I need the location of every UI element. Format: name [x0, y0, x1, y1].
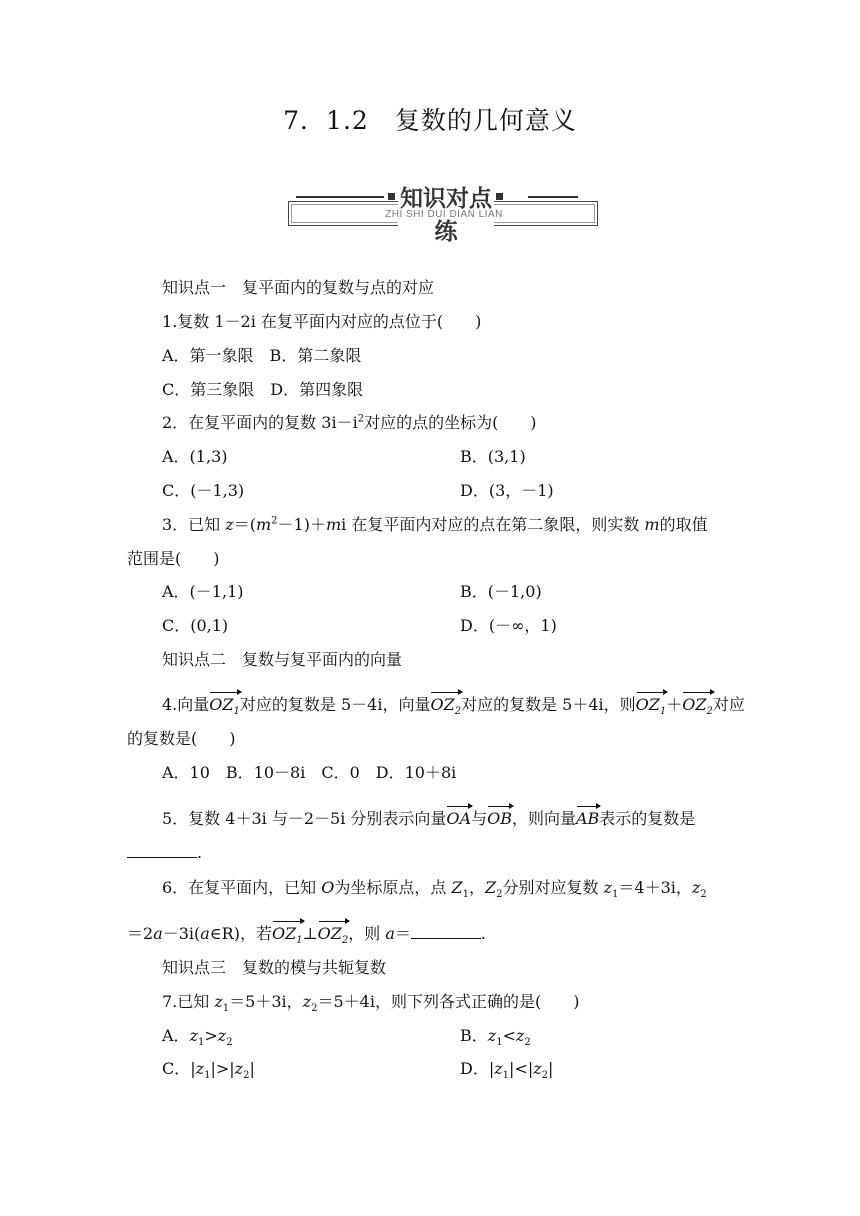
q3-text: －1)＋ — [277, 515, 326, 534]
vector-oa: OA — [446, 809, 472, 828]
section-heading-1: 知识点一 复平面内的复数与点的对应 — [162, 278, 435, 297]
subscript: 1 — [233, 706, 240, 718]
q3-text: i 在复平面内对应的点在第二象限，则实数 — [341, 515, 645, 534]
q7-text: | — [527, 1059, 534, 1078]
vector-oz1 — [209, 695, 240, 718]
q7-var-z: z — [214, 992, 223, 1011]
answer-blank[interactable] — [411, 924, 481, 939]
q4-options: A．10 B．10－8i C．0 D．10＋8i — [162, 763, 457, 782]
q4-text: 对应 — [712, 695, 745, 714]
q7-text: | — [509, 1059, 515, 1078]
q3-option-c: C．(0,1) — [162, 616, 229, 635]
q6-text: 分别对应复数 — [502, 878, 604, 897]
vector-label: OZ — [682, 695, 707, 714]
q7-text: > — [204, 1026, 218, 1045]
q6-text: ，则 — [348, 924, 386, 943]
q7-text: ＝5＋3i， — [229, 992, 303, 1011]
q5-text: ，则向量 — [511, 809, 576, 828]
q3-text: 3．已知 — [162, 515, 226, 534]
vector-ob: OB — [487, 809, 512, 828]
vector-oz2 — [317, 924, 349, 947]
subscript: 2 — [454, 706, 462, 718]
q7-var-z: z — [234, 1059, 244, 1078]
subscript: 1 — [462, 889, 469, 901]
option-letter: B． — [460, 1026, 488, 1045]
q3-option-a: A．(－1,1) — [162, 582, 244, 601]
subscript: 1 — [296, 935, 303, 947]
section-banner — [288, 179, 600, 245]
q3-option-b: B．(－1,0) — [460, 582, 542, 601]
q2-option-a: A．(1,3) — [162, 447, 228, 466]
banner-title: 知识对点练 — [398, 180, 494, 246]
subscript: 1 — [198, 1037, 205, 1049]
question-2-stem — [162, 413, 537, 433]
q7-var-z: z — [515, 1026, 525, 1045]
q6-var-a: a — [153, 924, 163, 943]
q6-text: . — [480, 924, 486, 943]
q7-text: < — [502, 1026, 516, 1045]
q6-text: 6．在复平面内，已知 — [162, 878, 322, 897]
vector-label: OZ — [317, 924, 342, 943]
q2-text-pre: 2．在复平面内的复数 3i－i — [162, 413, 358, 432]
subscript: 1 — [222, 1003, 230, 1015]
q6-var-o: O — [321, 878, 335, 897]
q6-text: ＝4＋3i， — [618, 878, 692, 897]
q6-var-a: a — [385, 924, 395, 943]
q2-option-b: B．(3,1) — [460, 447, 526, 466]
q5-text: 表示的复数是 — [599, 809, 696, 828]
q7-text: | — [488, 1059, 495, 1078]
q2-option-d: D．(3，－1) — [460, 481, 554, 500]
q2-option-c: C．(－1,3) — [162, 481, 245, 500]
q7-var-z: z — [302, 992, 312, 1011]
q6-text: －3i( — [162, 924, 201, 943]
q5-text: . — [197, 843, 203, 862]
subscript: 2 — [700, 889, 707, 901]
question-3-stem-line-2: 范围是( ) — [127, 549, 220, 568]
vector-oz1 — [635, 695, 667, 718]
q3-option-d: D．(－∞，1) — [460, 616, 557, 635]
answer-blank[interactable] — [127, 843, 197, 858]
subscript: 2 — [311, 1003, 318, 1015]
subscript: 1 — [496, 1037, 503, 1049]
banner-rule-right — [528, 196, 578, 198]
q7-option-c — [162, 1059, 255, 1082]
question-7-stem — [162, 992, 580, 1015]
vector-oz2 — [682, 695, 713, 718]
q6-var-z: z — [603, 878, 613, 897]
q3-var-m: m — [325, 515, 342, 534]
q5-answer-line — [127, 843, 202, 863]
q5-text: 与 — [471, 809, 488, 828]
q7-text: > — [215, 1059, 230, 1078]
question-4-stem-line-2: 的复数是( ) — [127, 729, 236, 748]
q4-text: 4.向量 — [162, 695, 210, 714]
subscript: 2 — [706, 706, 713, 718]
q3-var-m: m — [644, 515, 660, 534]
subscript: 1 — [659, 706, 667, 718]
q6-var-a: a — [200, 924, 210, 943]
subscript: 1 — [204, 1070, 211, 1082]
q7-text: | — [548, 1059, 554, 1078]
banner-square-left — [388, 193, 395, 200]
q6-text: ＝2 — [127, 924, 154, 943]
q7-text: 7.已知 — [162, 992, 215, 1011]
vector-label: OZ — [635, 695, 660, 714]
q4-text: ＋ — [666, 695, 683, 714]
q7-option-b — [460, 1026, 531, 1049]
option-letter: A． — [162, 1026, 190, 1045]
subscript: 2 — [341, 935, 349, 947]
vector-label: OZ — [209, 695, 234, 714]
banner-rule-left — [296, 196, 384, 198]
q4-text: 对应的复数是 5－4i，向量 — [239, 695, 431, 714]
q7-var-z: z — [494, 1059, 503, 1078]
q3-exponent: 2 — [271, 515, 278, 527]
q6-var-z: Z — [451, 878, 463, 897]
q6-text: 为坐标原点，点 — [334, 878, 452, 897]
q7-text: < — [514, 1059, 528, 1078]
q3-text: 的取值 — [659, 515, 708, 534]
section-heading-3: 知识点三 复数的模与共轭复数 — [162, 958, 387, 977]
q7-option-a — [162, 1026, 233, 1049]
banner-subtitle: ZHI SHI DUI DIAN LIAN — [385, 209, 503, 220]
question-4-stem — [162, 695, 745, 718]
q7-var-z: z — [533, 1059, 542, 1078]
q4-text: 对应的复数是 5＋4i，则 — [461, 695, 636, 714]
option-letter: D． — [460, 1059, 489, 1078]
q7-var-z: z — [217, 1026, 227, 1045]
subscript: 2 — [524, 1037, 531, 1049]
subscript: 2 — [541, 1070, 549, 1082]
subscript: 2 — [496, 889, 503, 901]
question-5-stem — [162, 809, 695, 829]
q6-text: ∈R)，若 — [209, 924, 272, 943]
q7-text: | — [229, 1059, 235, 1078]
question-6-stem — [162, 878, 707, 901]
vector-oz1 — [271, 924, 303, 947]
q3-var-m: m — [255, 515, 272, 534]
q6-var-z: Z — [485, 878, 497, 897]
banner-square-right — [496, 193, 503, 200]
page-title: 7．1.2 复数的几何意义 — [283, 106, 577, 135]
vector-oz2 — [430, 695, 462, 718]
q6-text: ， — [469, 878, 486, 897]
q2-text-post: 对应的点的坐标为( ) — [364, 413, 537, 432]
q2-exponent: 2 — [357, 413, 365, 425]
q6-var-z: z — [691, 878, 701, 897]
section-heading-2: 知识点二 复数与复平面内的向量 — [162, 650, 403, 669]
q7-var-z: z — [195, 1059, 205, 1078]
question-1-options-row-2: C．第三象限 D．第四象限 — [162, 380, 364, 399]
question-1-stem: 1.复数 1－2i 在复平面内对应的点位于( ) — [162, 312, 482, 331]
subscript: 2 — [226, 1037, 233, 1049]
subscript: 2 — [243, 1070, 250, 1082]
question-6-stem-line-2 — [127, 924, 486, 947]
subscript: 1 — [612, 889, 619, 901]
question-1-options-row-1: A．第一象限 B．第二象限 — [162, 346, 362, 365]
q7-text: | — [190, 1059, 196, 1078]
subscript: 1 — [502, 1070, 510, 1082]
q3-var-z: z — [225, 515, 234, 534]
q3-text: ＝( — [233, 515, 256, 534]
q7-option-d — [460, 1059, 554, 1082]
q7-text: ＝5＋4i，则下列各式正确的是( ) — [317, 992, 580, 1011]
q7-var-z: z — [189, 1026, 198, 1045]
q7-var-z: z — [487, 1026, 497, 1045]
vector-ab: AB — [575, 809, 600, 828]
q5-text: 5．复数 4＋3i 与－2－5i 分别表示向量 — [162, 809, 447, 828]
option-letter: C． — [162, 1059, 191, 1078]
q6-text: ＝ — [394, 924, 411, 943]
q7-text: | — [249, 1059, 255, 1078]
question-3-stem — [162, 515, 708, 535]
q7-text: | — [210, 1059, 216, 1078]
q6-text: ⊥ — [302, 924, 318, 943]
vector-label: OZ — [271, 924, 297, 943]
vector-label: OZ — [430, 695, 455, 714]
